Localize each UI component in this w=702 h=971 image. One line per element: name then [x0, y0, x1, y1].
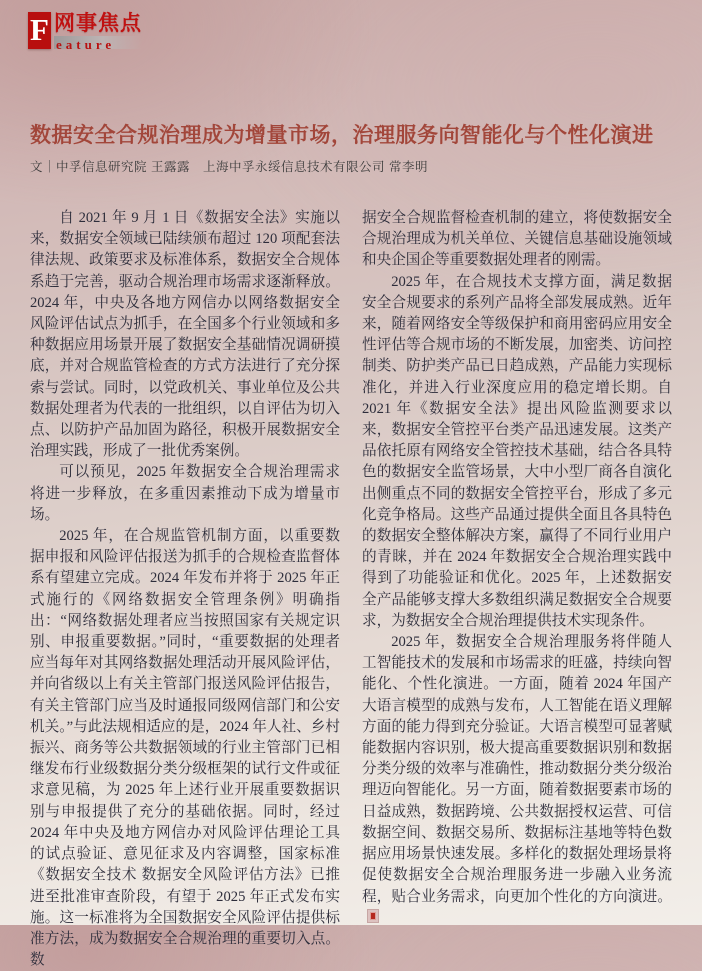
article-column-right — [362, 208, 672, 971]
paragraph: 2025 年，在合规技术支撑方面，满足数据安全合规要求的系列产品将全部发展成熟。近年来，随着网络安全等级保护和商用密码应用安全性评估等合规市场的不断发展，加密类、访问控制类、防护类产品已日趋成熟，产品能力实现标准化，并进入行业深度应用的稳定增长期。自 2021 年《数据安全法》提出风险监测要求以来，数据安全管控平台类产品迅速发展。这类产品依托原有网络安全管控技术基础，结合各具特色的数据安全监管场景，大中小型厂商各自演化出侧重点不同的数据安全管控平台，形成了多元化竞争格局。这些产品通过提供全面且各具特色的数据安全整体解决方案，赢得了不同行业用户的青睐，并在 2024 年数据安全合规治理实践中得到了功能验证和优化。2025 年，上述数据安全产品能够支撑大多数组织满足数据安全合规要求，为数据安全合规治理提供技术实现条件。 — [362, 273, 672, 629]
paragraph-last — [362, 632, 672, 929]
paragraph: 自 2021 年 9 月 1 日《数据安全法》实施以来，数据安全领域已陆续颁布超过 120 项配套法律法规、政策要求及标准体系，数据安全合规体系趋于完善，驱动合规治理市场需求逐渐释放。2024 年，中央及各地方网信办以网络数据安全风险评估试点为抓手，在全国多个行业领域和多种数据应用场景开展了数据安全基础情况调研摸底，并对合规监管检查的方式方法进行了充分探索与尝试。同时，以党政机关、事业单位及公共数据处理者为代表的一批组织，以自评估为切入点、以防护产品加固为路径，积极开展数据安全治理实践，形成了一批优秀案例。 — [30, 210, 340, 460]
article-end-seal-icon — [367, 909, 379, 923]
feature-letter-icon: F — [28, 12, 51, 49]
paragraph: 据安全合规监督检查机制的建立，将使数据安全合规治理成为机关单位、关键信息基础设施领域和央企国企等重要数据处理者的刚需。 — [362, 210, 672, 269]
masthead-title-en: eature — [56, 37, 116, 52]
article-byline: 文｜中孚信息研究院 王露露 上海中孚永绥信息技术有限公司 常李明 — [30, 160, 428, 174]
paragraph: 可以预见，2025 年数据安全合规治理需求将进一步释放，在多重因素推动下成为增量市场。 — [30, 464, 340, 523]
paragraph-text: 2025 年，数据安全合规治理服务将伴随人工智能技术的发展和市场需求的旺盛，持续向智能化、个性化演进。一方面，随着 2024 年国产大语言模型的成熟与发布，人工智能在语义理解方面的能力得到充分验证。大语言模型可显著赋能数据内容识别，极大提高重要数据识别和数据分类分级的效率与准确性，推动数据分类分级治理迈向智能化。另一方面，随着数据要素市场的日益成熟，数据跨境、公共数据授权运营、可信数据空间、数据交易所、数据标注基地等特色数据应用场景快速发展。多样化的数据处理场景将促使数据安全合规治理服务进一步融入业务流程，贴合业务需求，向更加个性化的方向演进。 — [362, 634, 672, 905]
masthead-text-block — [54, 12, 142, 52]
article-body — [30, 208, 672, 971]
article-column-left — [30, 208, 340, 971]
paragraph: 2025 年，在合规监管机制方面，以重要数据申报和风险评估报送为抓手的合规检查监督体系有望建立完成。2024 年发布并将于 2025 年正式施行的《网络数据安全管理条例》明确指出：“网络数据处理者应当按照国家有关规定识别、申报重要数据。”同时，“重要数据的处理者应当每年对其网络数据处理活动开展风险评估，并向省级以上有关主管部门报送风险评估报告，有关主管部门应当及时通报同级网信部门和公安机关。”与此法规相适应的是，2024 年人社、乡村振兴、商务等公共数据领域的行业主管部门已相继发布行业级数据分类分级框架的试行文件或征求意见稿，为 2025 年上述行业开展重要数据识别与申报提供了充分的基础依据。同时，经过 2024 年中央及地方网信办对风险评估理论工具的试点验证、意见征求及内容调整，国家标准《数据安全技术 数据安全风险评估方法》已推进至批准审查阶段，有望于 2025 年正式发布实施。这一标准将为全国数据安全风险评估提供标准方法，成为数据安全合规治理的重要切入点。数 — [30, 528, 340, 969]
masthead-title-cn: 网事焦点 — [54, 12, 142, 35]
article-title: 数据安全合规治理成为增量市场，治理服务向智能化与个性化演进 — [30, 124, 654, 148]
masthead-logo — [28, 12, 142, 52]
masthead-en-strip — [54, 36, 142, 52]
